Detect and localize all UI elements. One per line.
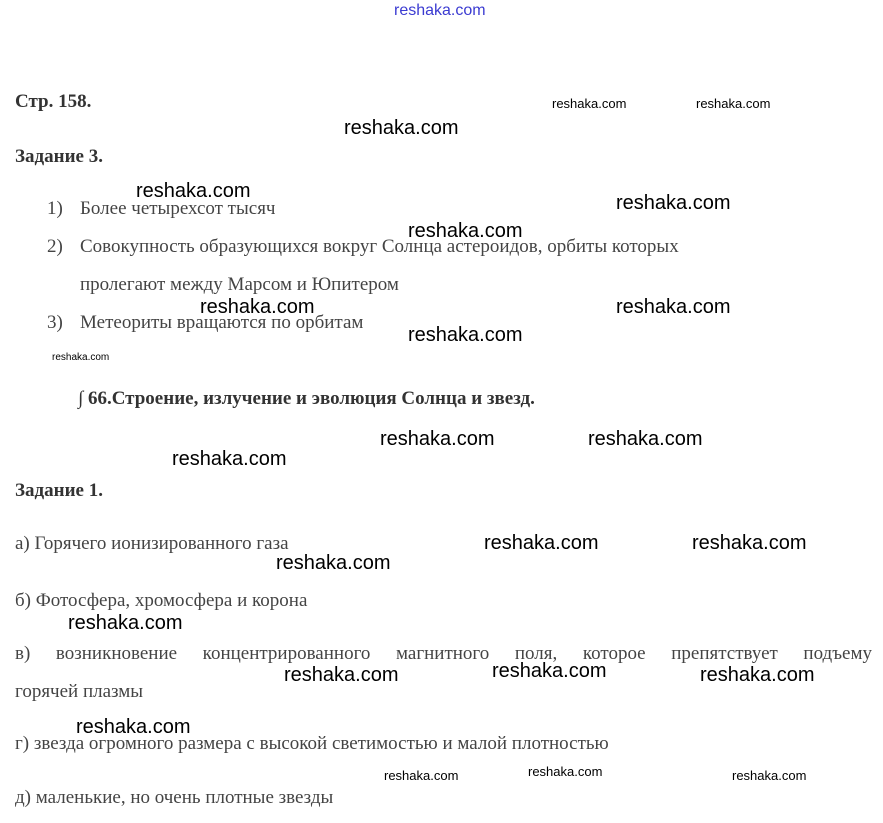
task3-heading: Задание 3. [15, 146, 103, 167]
watermark: reshaka.com [484, 532, 599, 554]
watermark: reshaka.com [696, 96, 771, 111]
watermark: reshaka.com [136, 180, 251, 202]
answer-g: г) звезда огромного размера с высокой светимостью и малой плотностью [15, 733, 609, 754]
answer-d: д) маленькие, но очень плотные звезды [15, 787, 334, 808]
watermark: reshaka.com [700, 664, 815, 686]
answer-a: а) Горячего ионизированного газа [15, 533, 289, 554]
task3-item-1-number: 1) [47, 198, 63, 219]
site-header-link[interactable]: reshaka.com [394, 2, 486, 19]
watermark: reshaka.com [344, 117, 459, 139]
watermark: reshaka.com [732, 768, 807, 783]
watermark: reshaka.com [68, 612, 183, 634]
watermark: reshaka.com [408, 220, 523, 242]
watermark: reshaka.com [52, 352, 110, 363]
watermark: reshaka.com [172, 448, 287, 470]
watermark: reshaka.com [76, 716, 191, 738]
watermark: reshaka.com [408, 324, 523, 346]
watermark: reshaka.com [552, 96, 627, 111]
task1-heading: Задание 1. [15, 480, 103, 501]
watermark: reshaka.com [284, 664, 399, 686]
task3-item-3-text: Метеориты вращаются по орбитам [80, 312, 364, 333]
watermark: reshaka.com [528, 764, 603, 779]
answer-v-line-1: в) возникновение концентрированного магнитного поля, которое препятствует подъему [15, 643, 872, 664]
watermark: reshaka.com [276, 552, 391, 574]
watermark: reshaka.com [616, 192, 731, 214]
watermark: reshaka.com [380, 428, 495, 450]
task3-item-3-number: 3) [47, 312, 63, 333]
task3-item-2-line-2: пролегают между Марсом и Юпитером [80, 274, 399, 295]
watermark: reshaka.com [588, 428, 703, 450]
page-reference: Стр. 158. [15, 91, 92, 112]
watermark: reshaka.com [492, 660, 607, 682]
answer-v-line-2: горячей плазмы [15, 681, 144, 702]
task3-item-2-line-1: Совокупность образующихся вокруг Солнца астероидов, орбиты которых [80, 236, 679, 257]
task3-item-1-text: Более четырехсот тысяч [80, 198, 276, 219]
answer-b: б) Фотосфера, хромосфера и корона [15, 590, 308, 611]
watermark: reshaka.com [692, 532, 807, 554]
watermark: reshaka.com [200, 296, 315, 318]
section-title: ∫ 66.Строение, излучение и эволюция Солнца и звезд. [78, 388, 535, 409]
watermark: reshaka.com [616, 296, 731, 318]
watermark: reshaka.com [384, 768, 459, 783]
task3-item-2-number: 2) [47, 236, 63, 257]
